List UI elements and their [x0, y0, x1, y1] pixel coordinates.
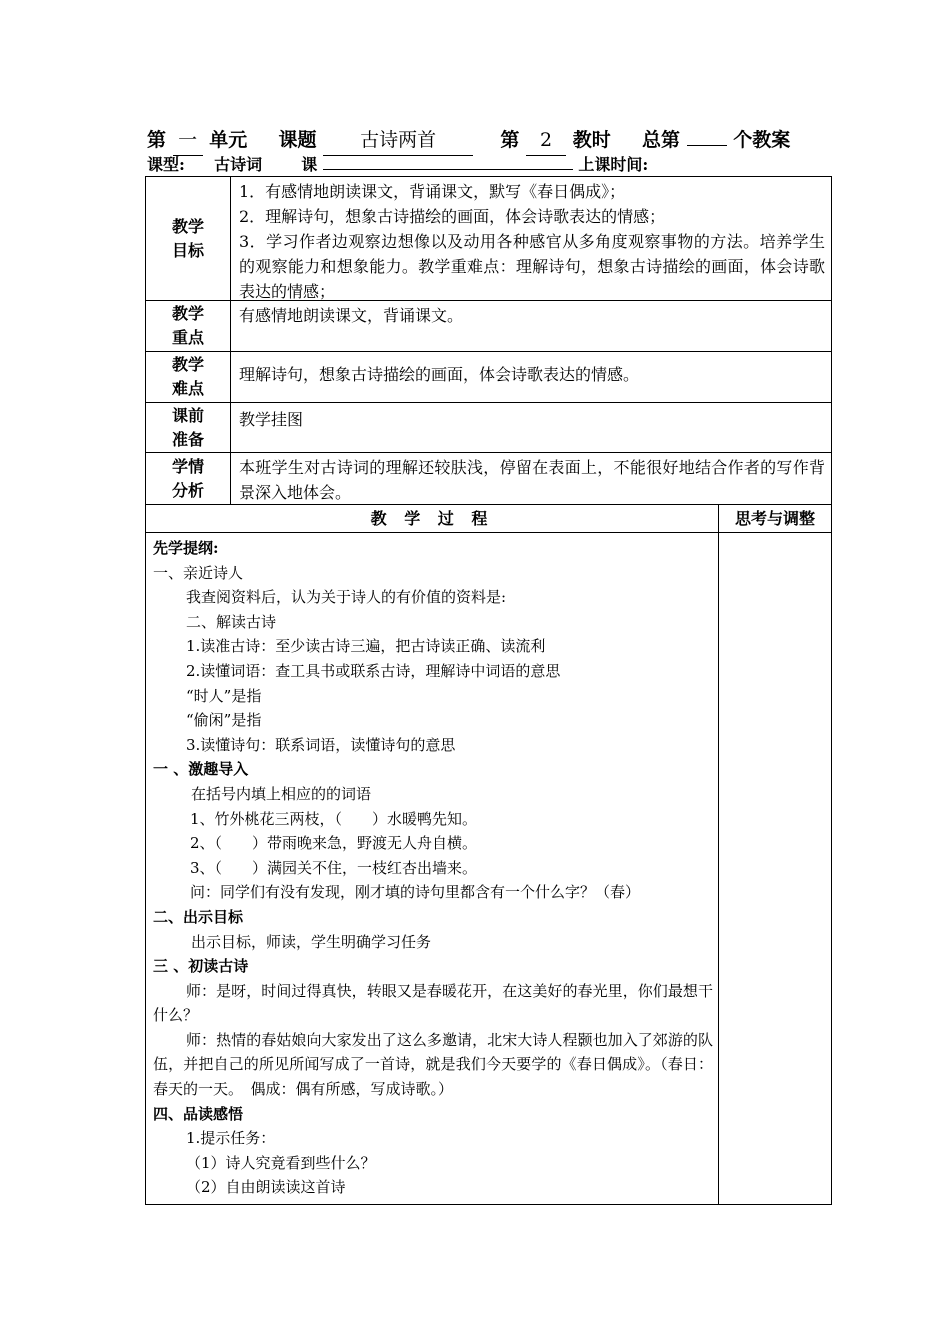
lesson-suffix: 教时	[572, 129, 611, 151]
row-preparation	[146, 403, 831, 453]
section-heading: 四、品读感悟	[153, 1104, 244, 1123]
list-item: （2）自由朗读读这首诗	[186, 1178, 346, 1197]
list-item: 二、解读古诗	[186, 612, 277, 631]
row-content: 1．有感情地朗读课文，背诵课文，默写《春日偶成》； 2．理解诗句，想象古诗描绘的画面，体会诗歌表达的情感； 3．学习作者边观察边想像以及动用各种感官从多角度观察事物的方法。培养学生的观察能力和想象能力。教学重难点：理解诗句，想象古诗描绘的画面，体会诗歌表达的情感；	[239, 182, 825, 301]
topic-value: 古诗两首	[323, 125, 473, 156]
time-label: 上课时间:	[578, 154, 648, 177]
list-item: 我查阅资料后，认为关于诗人的有价值的资料是:	[186, 588, 507, 607]
outline-heading: 先学提纲:	[153, 539, 219, 557]
row-content: 理解诗句，想象古诗描绘的画面，体会诗歌表达的情感。	[239, 365, 640, 384]
topic-label: 课题	[278, 129, 317, 151]
list-item: 问：同学们有没有发现，刚才填的诗句里都含有一个什么字？（春）	[190, 883, 641, 902]
type-label: 课型:	[147, 155, 185, 174]
type-value: 古诗词	[214, 155, 263, 174]
reflection-title: 思考与调整	[734, 509, 815, 528]
lesson-subheader	[147, 153, 837, 175]
total-prefix: 总第	[641, 129, 680, 151]
list-item: 1、竹外桃花三两枝，（ ）水暖鸭先知。	[190, 809, 478, 828]
list-item: 在括号内填上相应的的词语	[191, 784, 372, 803]
process-title: 教 学 过 程	[146, 505, 719, 532]
process-header	[146, 505, 831, 533]
list-item: 3.读懂诗句：联系词语，读懂诗句的意思	[186, 735, 456, 754]
paragraph: 师：热情的春姑娘向大家发出了这么多邀请，北宋大诗人程颢也加入了郊游的队伍，并把自己的所见所闻写成了一首诗，就是我们今天要学的《春日偶成》。（春日：春天的一天。 偶成：偶有所感，写成诗歌。）	[153, 1030, 713, 1099]
row-objectives	[146, 177, 831, 301]
column-divider	[718, 533, 719, 1204]
lesson-header	[147, 123, 847, 153]
section-heading: 二、出示目标	[153, 907, 244, 926]
row-content: 有感情地朗读课文，背诵课文。	[239, 306, 464, 325]
list-item: “偷闲”是指	[186, 711, 262, 730]
section-heading: 一 、激趣导入	[153, 760, 249, 779]
row-content: 教学挂图	[239, 410, 304, 429]
list-item: 1.读准古诗：至少读古诗三遍，把古诗读正确、读流利	[186, 637, 546, 656]
unit-suffix: 单元	[209, 129, 248, 151]
row-label: 教学 重点	[146, 301, 231, 351]
total-blank	[687, 123, 727, 146]
row-label: 学情 分析	[146, 453, 231, 504]
paragraph: 师：是呀，时间过得真快，转眼又是春暖花开，在这美好的春光里，你们最想干什么？	[153, 981, 713, 1025]
list-item: 出示目标，师读，学生明确学习任务	[191, 932, 432, 951]
process-body	[153, 536, 713, 1200]
list-item: “时人”是指	[186, 686, 262, 705]
list-item: 3、（ ）满园关不住，一枝红杏出墙来。	[190, 858, 478, 877]
row-difficulties	[146, 352, 831, 403]
section-heading: 三 、初读古诗	[153, 957, 249, 976]
unit-blank: 一	[173, 125, 203, 156]
row-label: 教学 目标	[146, 177, 231, 300]
section-heading: 一、亲近诗人	[153, 563, 244, 582]
unit-prefix: 第	[147, 129, 167, 151]
total-suffix: 个教案	[733, 129, 791, 151]
lesson-number: 2	[526, 125, 566, 156]
type-suffix: 课	[301, 155, 318, 174]
list-item: 2.读懂词语：查工具书或联系古诗，理解诗中词语的意思	[186, 661, 561, 680]
lesson-plan-table	[145, 176, 832, 1205]
list-item: （1）诗人究竟看到些什么？	[186, 1153, 376, 1172]
list-item: 1.提示任务：	[186, 1129, 276, 1148]
row-label: 教学 难点	[146, 352, 231, 402]
row-content: 本班学生对古诗词的理解还较肤浅，停留在表面上，不能很好地结合作者的写作背景深入地体会。	[239, 458, 825, 502]
list-item: 2、（ ）带雨晚来急，野渡无人舟自横。	[190, 834, 478, 853]
row-label: 课前 准备	[146, 403, 231, 452]
row-analysis	[146, 453, 831, 505]
row-key-points	[146, 301, 831, 352]
lesson-prefix: 第	[500, 129, 520, 151]
